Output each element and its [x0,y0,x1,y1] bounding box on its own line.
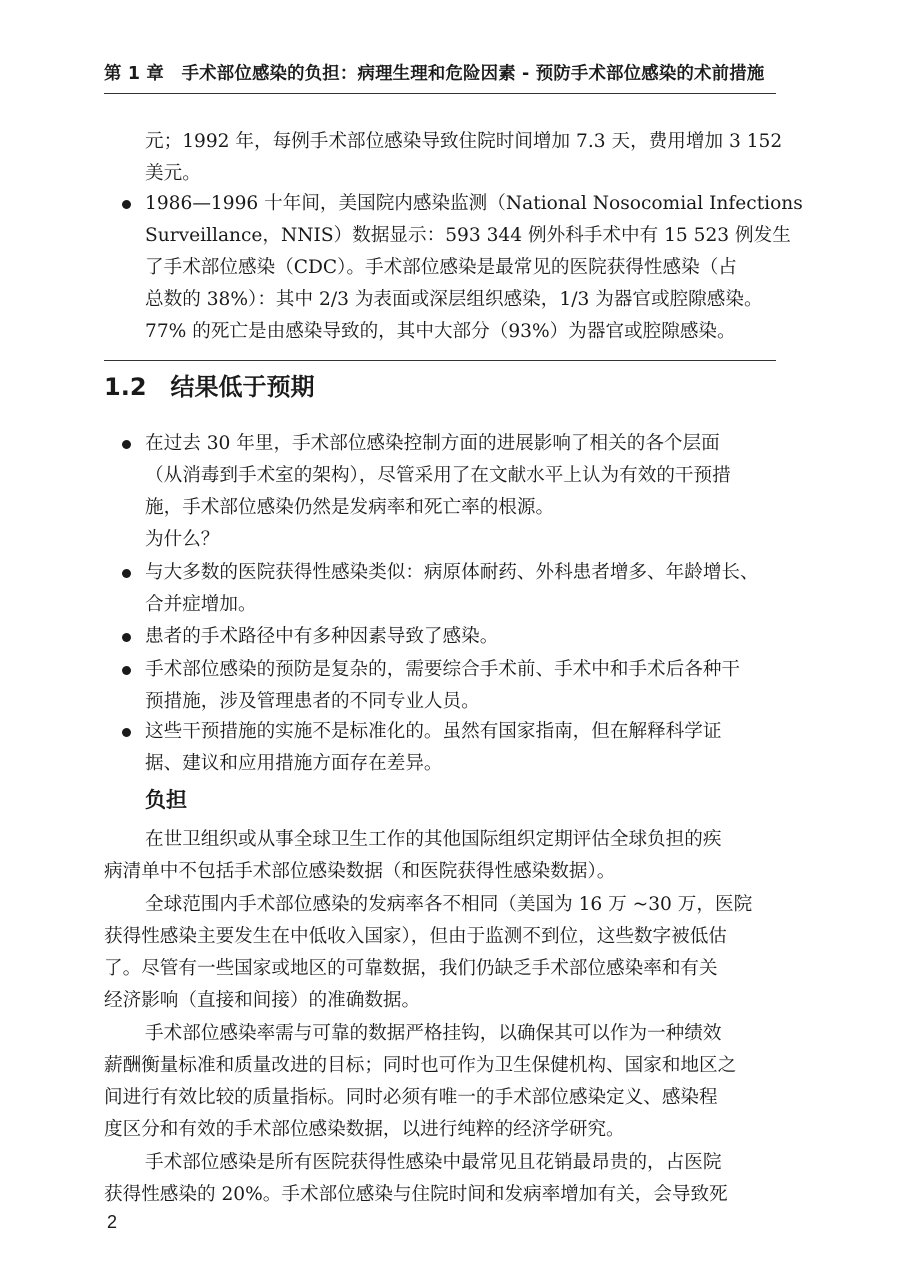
text-line: 薪酬衡量标准和质量改进的目标；同时也可作为卫生保健机构、国家和地区之 [104,1055,737,1076]
text-line: 获得性感染主要发生在中低收入国家），但由于监测不到位，这些数字被低估 [104,926,727,947]
text-line: 预措施，涉及管理患者的不同专业人员。 [145,691,480,712]
page-number: 2 [107,1212,118,1232]
text-line: 了手术部位感染（CDC）。手术部位感染是最常见的医院获得性感染（占 [145,257,737,278]
text-line: 患者的手术路径中有多种因素导致了感染。 [145,626,499,647]
text-line: 与大多数的医院获得性感染类似：病原体耐药、外科患者增多、年龄增长、 [145,562,759,583]
bullet-dot-icon [122,728,131,737]
text-line: 全球范围内手术部位感染的发病率各不相同（美国为 16 万 ~30 万，医院 [145,894,753,915]
subheading-burden: 负担 [145,788,187,812]
text-line: Surveillance，NNIS）数据显示：593 344 例外科手术中有 15 523 例发生 [145,225,791,246]
bullet-dot-icon [122,440,131,449]
text-line: 这些干预措施的实施不是标准化的。虽然有国家指南，但在解释科学证 [145,721,722,742]
text-line: 美元。 [145,163,201,184]
text-line: 在世卫组织或从事全球卫生工作的其他国际组织定期评估全球负担的疾 [145,829,722,850]
text-line: 间进行有效比较的质量指标。同时必须有唯一的手术部位感染定义、感染程 [104,1087,718,1108]
text-line: （从消毒到手术室的架构），尽管采用了在文献水平上认为有效的干预措 [145,465,731,486]
text-line: 元；1992 年，每例手术部位感染导致住院时间增加 7.3 天，费用增加 3 152 [145,131,783,152]
section-rule [104,360,776,361]
text-line: 77% 的死亡是由感染导致的，其中大部分（93%）为器官或腔隙感染。 [145,321,736,342]
bullet-dot-icon [122,200,131,209]
bullet-dot-icon [122,633,131,642]
bullet-dot-icon [122,569,131,578]
section-title-text: 结果低于预期 [170,373,315,401]
text-line: 手术部位感染的预防是复杂的，需要综合手术前、手术中和手术后各种干 [145,659,741,680]
text-line: 病清单中不包括手术部位感染数据（和医院获得性感染数据）。 [104,861,616,882]
text-line: 在过去 30 年里，手术部位感染控制方面的进展影响了相关的各个层面 [145,433,720,454]
section-title [104,370,315,404]
text-line: 度区分和有效的手术部位感染数据，以进行纯粹的经济学研究。 [104,1119,625,1140]
section-number: 1.2 [104,373,147,401]
text-line: 经济影响（直接和间接）的准确数据。 [104,990,421,1011]
text-line: 合并症增加。 [145,594,257,615]
text-line: 手术部位感染率需与可靠的数据严格挂钩，以确保其可以作为一种绩效 [145,1023,722,1044]
bullet-dot-icon [122,666,131,675]
text-line: 据、建议和应用措施方面存在差异。 [145,753,443,774]
text-line: 获得性感染的 20%。手术部位感染与住院时间和发病率增加有关，会导致死 [104,1184,728,1205]
header-rule [104,93,776,94]
text-line: 了。尽管有一些国家或地区的可靠数据，我们仍缺乏手术部位感染率和有关 [104,958,718,979]
text-line: 施，手术部位感染仍然是发病率和死亡率的根源。 [145,497,555,518]
text-line: 总数的 38%）：其中 2/3 为表面或深层组织感染，1/3 为器官或腔隙感染。 [145,289,763,310]
text-line: 为什么？ [145,529,220,550]
text-line: 手术部位感染是所有医院获得性感染中最常见且花销最昂贵的，占医院 [145,1152,722,1173]
text-line: 1986—1996 十年间，美国院内感染监测（National Nosocomial Infections [145,193,803,214]
running-header: 第 1 章 手术部位感染的负担：病理生理和危险因素 - 预防手术部位感染的术前措施 [104,64,765,84]
